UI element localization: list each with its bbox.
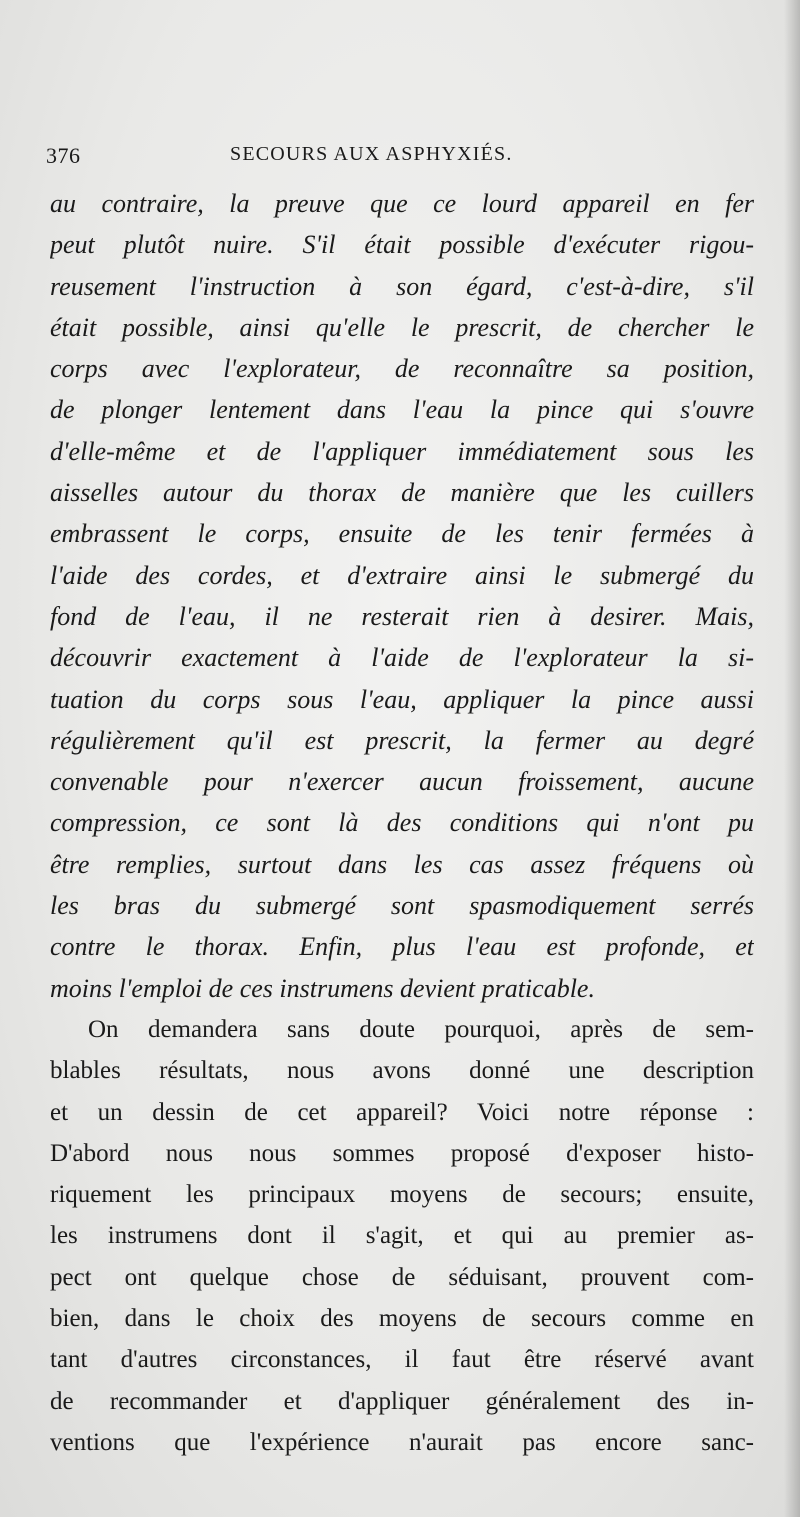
text-line: d'elle-même et de l'appliquer immédiatement sous les	[50, 436, 754, 466]
page-header	[46, 143, 750, 173]
body-text	[50, 183, 754, 1463]
text-line: de recommander et d'appliquer généralement des in-	[50, 1387, 754, 1415]
text-line: était possible, ainsi qu'elle le prescrit, de chercher le	[50, 312, 754, 342]
text-line: corps avec l'explorateur, de reconnaître sa position,	[50, 354, 754, 384]
text-line: riquement les principaux moyens de secours; ensuite,	[50, 1181, 754, 1209]
text-line: régulièrement qu'il est prescrit, la fermer au degré	[50, 725, 754, 755]
text-line: découvrir exactement à l'aide de l'explorateur la si-	[50, 643, 754, 673]
text-line: On demandera sans doute pourquoi, après de sem-	[88, 1015, 754, 1043]
text-line: aisselles autour du thorax de manière que les cuillers	[50, 478, 754, 508]
text-line: peut plutôt nuire. S'il était possible d'exécuter rigou-	[50, 230, 754, 260]
text-line: moins l'emploi de ces instrumens devient praticable.	[50, 973, 595, 1003]
text-line: pect ont quelque chose de séduisant, prouvent com-	[50, 1263, 754, 1291]
text-line: compression, ce sont là des conditions qui n'ont pu	[50, 808, 754, 838]
text-line: convenable pour n'exercer aucun froissement, aucune	[50, 767, 754, 797]
text-line: les instrumens dont il s'agit, et qui au premier as-	[50, 1222, 754, 1250]
text-line: contre le thorax. Enfin, plus l'eau est profonde, et	[50, 932, 754, 962]
text-line: tant d'autres circonstances, il faut être réservé avant	[50, 1346, 754, 1374]
page-number: 376	[46, 143, 81, 168]
text-line: fond de l'eau, il ne resterait rien à desirer. Mais,	[50, 601, 754, 631]
text-line: blables résultats, nous avons donné une description	[50, 1057, 754, 1085]
text-line: reusement l'instruction à son égard, c'est-à-dire, s'il	[50, 271, 754, 301]
text-line: D'abord nous nous sommes proposé d'exposer histo-	[50, 1139, 754, 1167]
text-line: l'aide des cordes, et d'extraire ainsi le submergé du	[50, 560, 754, 590]
italic-paragraph	[50, 183, 754, 1009]
roman-paragraph	[50, 1009, 754, 1463]
text-line: au contraire, la preuve que ce lourd appareil en fer	[50, 189, 754, 218]
text-line: être remplies, surtout dans les cas assez fréquens où	[50, 849, 754, 879]
text-line: ventions que l'expérience n'aurait pas encore sanc-	[50, 1428, 754, 1456]
text-line: les bras du submergé sont spasmodiquement serrés	[50, 891, 754, 921]
page-edge-shadow	[784, 0, 800, 1517]
text-line: et un dessin de cet appareil? Voici notre réponse :	[50, 1098, 754, 1126]
text-line: embrassent le corps, ensuite de les tenir fermées à	[50, 519, 754, 549]
text-line: de plonger lentement dans l'eau la pince qui s'ouvre	[50, 395, 754, 425]
text-line: tuation du corps sous l'eau, appliquer la pince aussi	[50, 684, 754, 714]
running-head: SECOURS AUX ASPHYXIÉS.	[230, 143, 513, 165]
text-line: bien, dans le choix des moyens de secours comme en	[50, 1305, 754, 1333]
